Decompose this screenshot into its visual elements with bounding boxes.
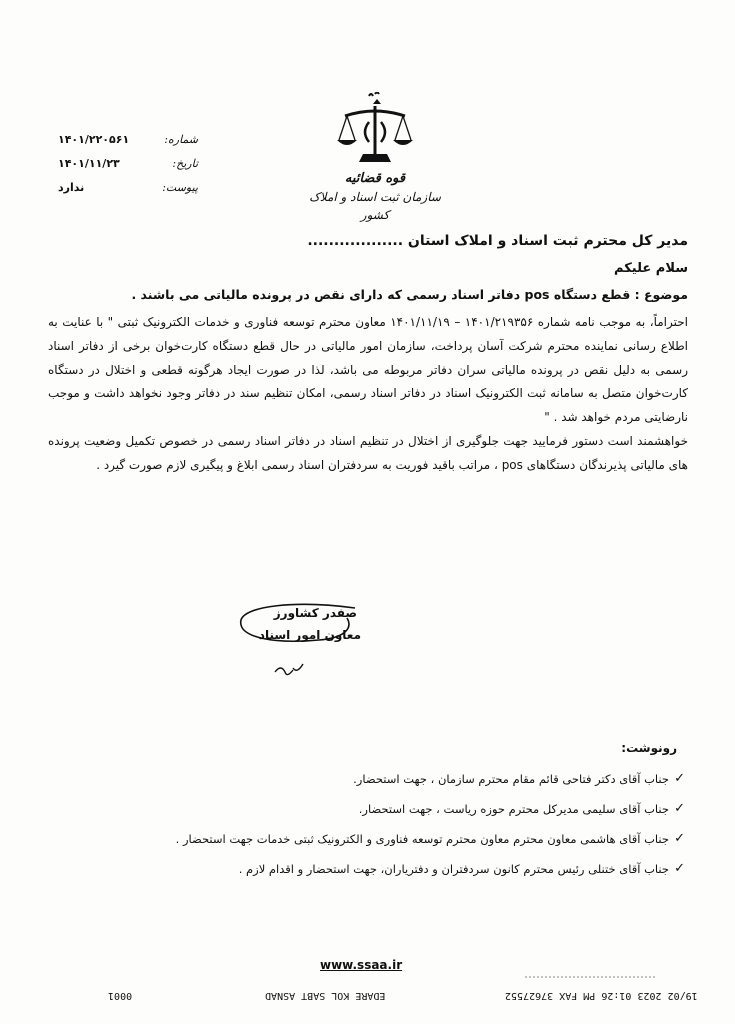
cc-item-text: جناب آقای ختنلی رئیس محترم کانون سردفتران و دفتریاران، جهت استحضار و اقدام لازم . (238, 862, 669, 876)
letter-salutation: سلام علیکم (614, 261, 688, 276)
cc-item-text: جناب آقای سلیمی مدیرکل محترم حوزه ریاست ، جهت استحضار. (358, 802, 669, 816)
fax-timestamp: 19/02 2023 01:26 PM FAX 37627552 (505, 990, 698, 1001)
body-paragraph-2: خواهشمند است دستور فرمایید جهت جلوگیری از اختلال در تنظیم اسناد در دفاتر اسناد رسمی در خصوص تکمیل وضعیت پرونده های مالیاتی پذیرندگان دستگاهای pos ، مراتب باقید فوریت به سردفتران اسناد رسمی ابلاغ و پیگیری لازم صورت گیرد . (48, 433, 688, 472)
body-paragraph-1: احتراماً، به موجب نامه شماره ۱۴۰۱/۲۱۹۳۵۶ – ۱۴۰۱/۱۱/۱۹ معاون محترم توسعه فناوری و خدمات الکترونیک ثبتی " با عنایت به اطلاع رسانی نماینده محترم شرکت آسان پرداخت، سازمان امور مالیاتی در حال قطع دستگاه کارت‌خوان برخی از دفاتر اسناد رسمی به دلیل نقص در پرونده مالیاتی سران دفاتر مربوطه می باشد، لذا در صورت ایجاد هرگونه قطعی و اختلال در دستگاه کارت‌خوان متصل به سامانه ثبت الکترونیک اسناد در دفاتر اسناد رسمی، امکان تنظیم سند در دفاتر وجود نخواهد داشت و موجب نارضایتی مردم خواهد شد . " (48, 315, 689, 425)
checkmark-icon: ✓ (674, 771, 685, 786)
cc-item (45, 800, 685, 830)
cc-list (45, 770, 685, 890)
cc-item (45, 770, 685, 800)
fax-header (0, 990, 735, 1014)
signatory-title: معاون امور اسناد (258, 628, 361, 642)
cc-item (45, 860, 685, 890)
letter-body (48, 311, 688, 478)
number-value: ۱۴۰۱/۲۲۰۵۶۱ (58, 133, 130, 146)
signature-block (235, 598, 365, 688)
meta-number-row (58, 128, 198, 152)
fax-sender: EDARE KOL SABT ASNAD (265, 990, 386, 1001)
meta-attachment-row (58, 176, 198, 200)
cc-item-text: جناب آقای هاشمی معاون محترم معاون محترم توسعه فناوری و الکترونیک ثبتی خدمات جهت استحضار . (175, 832, 669, 846)
number-label: شماره: (164, 133, 198, 146)
fax-page-number: 0001 (108, 990, 133, 1001)
scales-of-justice-icon (335, 92, 415, 170)
signatory-name: صفدر کشاورز (273, 606, 357, 620)
date-value: ۱۴۰۱/۱۱/۲۳ (58, 157, 120, 170)
emblem-line-2: سازمان ثبت اسناد و املاک کشور (309, 190, 441, 222)
cc-item (45, 830, 685, 860)
checkmark-icon: ✓ (674, 801, 685, 816)
letter-addressee: مدیر کل محترم ثبت اسناد و املاک استان .................. (307, 233, 688, 249)
cc-heading: رونوشت: (621, 741, 677, 755)
letter-meta (58, 128, 198, 200)
checkmark-icon: ✓ (674, 831, 685, 846)
letter-subject: موضوع : قطع دستگاه pos دفاتر اسناد رسمی که دارای نقص در پرونده مالیاتی می باشند . (131, 287, 688, 302)
faded-scan-mark (525, 972, 655, 982)
date-label: تاریخ: (172, 157, 198, 170)
attachment-value: ندارد (58, 181, 85, 194)
emblem-line-1: قوه قضائیه (344, 171, 406, 186)
attachment-label: پیوست: (162, 181, 198, 194)
meta-date-row (58, 152, 198, 176)
cc-item-text: جناب آقای دکتر فتاحی قائم مقام محترم سازمان ، جهت استحضار. (353, 772, 669, 786)
checkmark-icon: ✓ (674, 861, 685, 876)
website-link[interactable]: www.ssaa.ir (320, 958, 403, 972)
emblem-caption (300, 170, 450, 224)
judiciary-emblem (300, 92, 450, 227)
